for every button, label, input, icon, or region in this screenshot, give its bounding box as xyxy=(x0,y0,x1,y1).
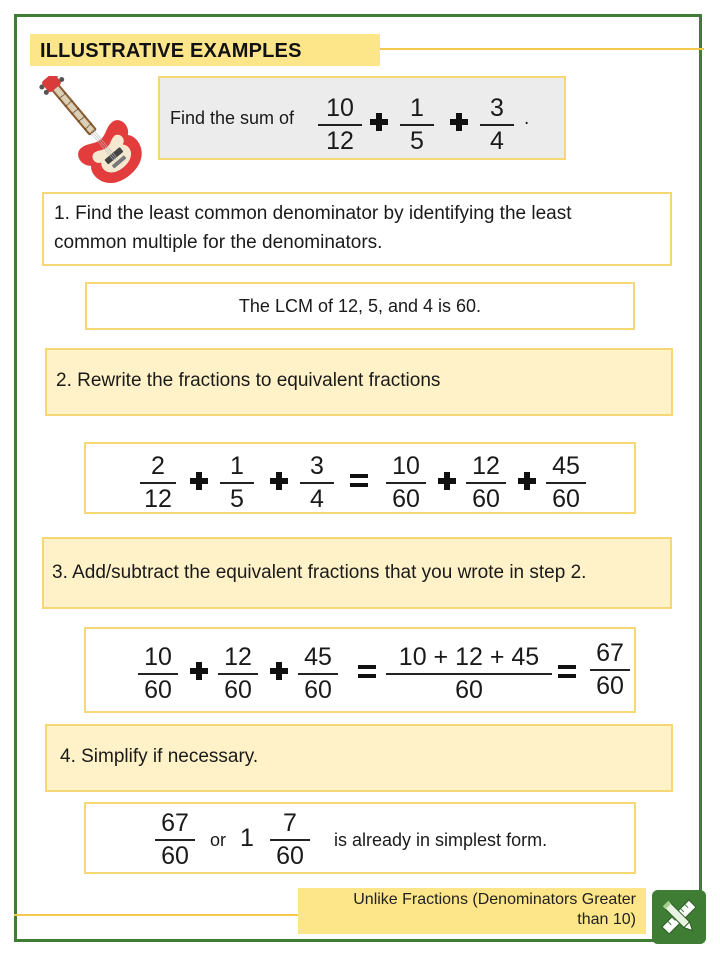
equals-icon xyxy=(358,665,376,679)
guitar-icon xyxy=(36,76,152,188)
pencil-ruler-icon xyxy=(652,890,706,944)
step1-text-line1: 1. Find the least common denominator by identifying the least xyxy=(54,203,572,224)
plus-icon xyxy=(270,472,288,490)
problem-fraction-3: 3 4 xyxy=(480,96,514,154)
footer-line1: Unlike Fractions (Denominators Greater xyxy=(353,891,636,908)
lcm-result-text: The LCM of 12, 5, and 4 is 60. xyxy=(238,296,482,316)
problem-fraction-1: 10 12 xyxy=(318,96,362,154)
step3-fraction: 12 60 xyxy=(218,645,258,703)
plus-icon xyxy=(518,472,536,490)
step2-fraction: 2 12 xyxy=(140,454,176,512)
plus-icon xyxy=(270,662,288,680)
header-rule xyxy=(380,48,704,50)
problem-suffix: . xyxy=(524,108,530,129)
problem-prefix: Find the sum of xyxy=(170,108,295,128)
step2-text: 2. Rewrite the fractions to equivalent fractions xyxy=(56,370,441,391)
step4-whole-number: 1 xyxy=(240,824,254,852)
step2-fraction: 3 4 xyxy=(300,454,334,512)
step4-or: or xyxy=(210,830,227,850)
step2-fraction: 45 60 xyxy=(546,454,586,512)
plus-icon xyxy=(370,113,388,131)
plus-icon xyxy=(450,113,468,131)
plus-icon xyxy=(438,472,456,490)
equals-icon xyxy=(558,665,576,679)
step3-fraction: 10 60 xyxy=(138,645,178,703)
step3-fraction: 45 60 xyxy=(298,645,338,703)
step4-text: 4. Simplify if necessary. xyxy=(60,746,259,767)
step4-fraction: 67 60 xyxy=(155,811,195,869)
section-header xyxy=(30,34,380,66)
footer-line2: than 10) xyxy=(577,911,636,928)
footer-rule xyxy=(14,914,298,916)
step3-result-fraction: 67 60 xyxy=(590,641,630,699)
footer-label xyxy=(298,888,646,934)
problem-fraction-2: 1 5 xyxy=(400,96,434,154)
section-title: ILLUSTRATIVE EXAMPLES xyxy=(40,40,302,62)
plus-icon xyxy=(190,472,208,490)
step3-text: 3. Add/subtract the equivalent fractions that you wrote in step 2. xyxy=(52,562,587,583)
step3-combined-fraction: 10 + 12 + 45 60 xyxy=(386,645,552,703)
step2-fraction: 12 60 xyxy=(466,454,506,512)
step4-mixed-fraction: 7 60 xyxy=(270,811,310,869)
step2-fraction: 1 5 xyxy=(220,454,254,512)
step1-text-line2: common multiple for the denominators. xyxy=(54,232,383,253)
equals-icon xyxy=(350,474,368,488)
step4-note: is already in simplest form. xyxy=(334,830,548,850)
step2-fraction: 10 60 xyxy=(386,454,426,512)
plus-icon xyxy=(190,662,208,680)
